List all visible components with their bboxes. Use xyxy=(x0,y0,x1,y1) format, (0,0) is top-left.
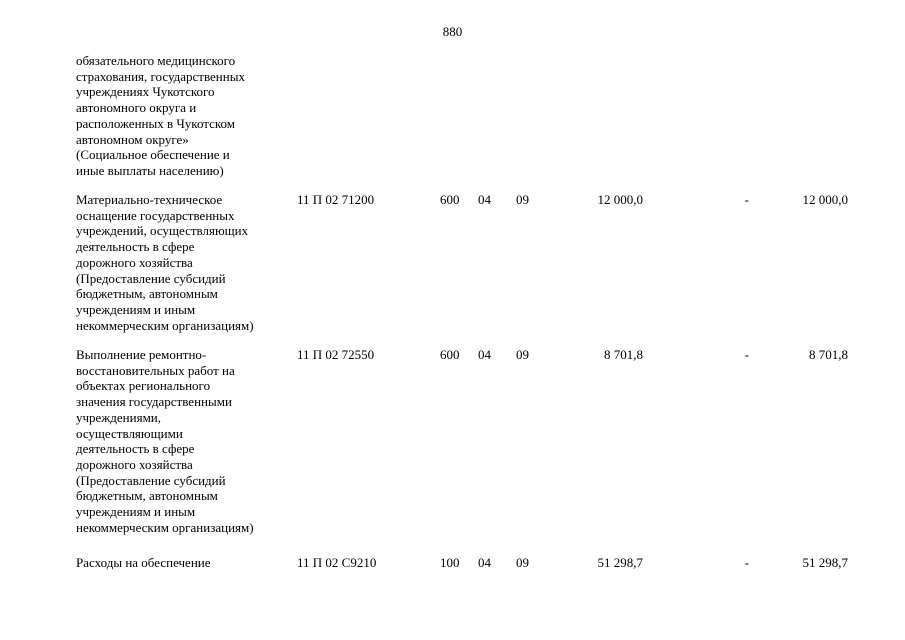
target-code: 11 П 02 71200 xyxy=(297,192,375,207)
amount-total: 51 298,7 xyxy=(597,555,643,570)
expense-type: 600 xyxy=(440,347,460,362)
amount-dash: - xyxy=(744,555,749,570)
row-name xyxy=(76,53,291,179)
subsection-code: 09 xyxy=(516,192,529,207)
amount-final: 51 298,7 xyxy=(802,555,848,570)
row-name-line: расположенных в Чукотском xyxy=(76,115,236,131)
row-name-line: осуществляющими xyxy=(76,425,183,441)
page-number: 880 xyxy=(442,24,463,39)
subsection-code: 09 xyxy=(516,347,529,362)
amount-total: 8 701,8 xyxy=(604,347,643,362)
amount-final: 8 701,8 xyxy=(809,347,848,362)
row-name-line: учреждениям и иным xyxy=(76,504,196,520)
row-name-line: объектах регионального xyxy=(76,378,211,394)
row-name xyxy=(76,555,291,571)
amount-dash: - xyxy=(744,192,749,207)
row-name xyxy=(76,192,291,333)
expense-type: 600 xyxy=(440,192,460,207)
section-code: 04 xyxy=(478,192,491,207)
row-name-line: Материально-техническое xyxy=(76,192,223,207)
row-name-line: значения государственными xyxy=(76,394,232,410)
row-name-line: оснащение государственных xyxy=(76,207,235,223)
section-code: 04 xyxy=(478,555,491,570)
row-name-line: Выполнение ремонтно- xyxy=(76,347,207,362)
row-name xyxy=(76,347,291,535)
row-name-line: бюджетным, автономным xyxy=(76,488,218,504)
row-name-line: деятельность в сфере xyxy=(76,441,195,457)
row-name-line: дорожного хозяйства xyxy=(76,456,193,472)
row-name-line: обязательного медицинского xyxy=(76,53,236,68)
row-name-line: учреждениях Чукотского xyxy=(76,84,215,100)
row-name-line: страхования, государственных xyxy=(76,68,245,84)
row-name-line: Расходы на обеспечение xyxy=(76,555,211,570)
row-name-line: автономного округа и xyxy=(76,100,197,116)
amount-total: 12 000,0 xyxy=(597,192,643,207)
row-name-line: некоммерческим организациям) xyxy=(76,519,254,535)
row-name-line: восстановительных работ на xyxy=(76,362,235,378)
expense-type: 100 xyxy=(440,555,460,570)
subsection-code: 09 xyxy=(516,555,529,570)
target-code: 11 П 02 С9210 xyxy=(297,555,377,570)
row-name-line: учреждениям и иным xyxy=(76,301,196,317)
row-name-line: некоммерческим организациям) xyxy=(76,317,254,333)
row-name-line: бюджетным, автономным xyxy=(76,286,218,302)
row-name-line: учреждений, осуществляющих xyxy=(76,223,249,239)
section-code: 04 xyxy=(478,347,491,362)
row-name-line: (Предоставление субсидий xyxy=(76,472,226,488)
target-code: 11 П 02 72550 xyxy=(297,347,375,362)
row-name-line: (Предоставление субсидий xyxy=(76,270,226,286)
row-name-line: деятельность в сфере xyxy=(76,239,195,255)
row-name-line: иные выплаты населению) xyxy=(76,162,224,178)
row-name-line: учреждениями, xyxy=(76,409,162,425)
amount-final: 12 000,0 xyxy=(802,192,848,207)
amount-dash: - xyxy=(744,347,749,362)
row-name-line: (Социальное обеспечение и xyxy=(76,147,230,163)
row-name-line: автономном округе» xyxy=(76,131,189,147)
row-name-line: дорожного хозяйства xyxy=(76,254,193,270)
